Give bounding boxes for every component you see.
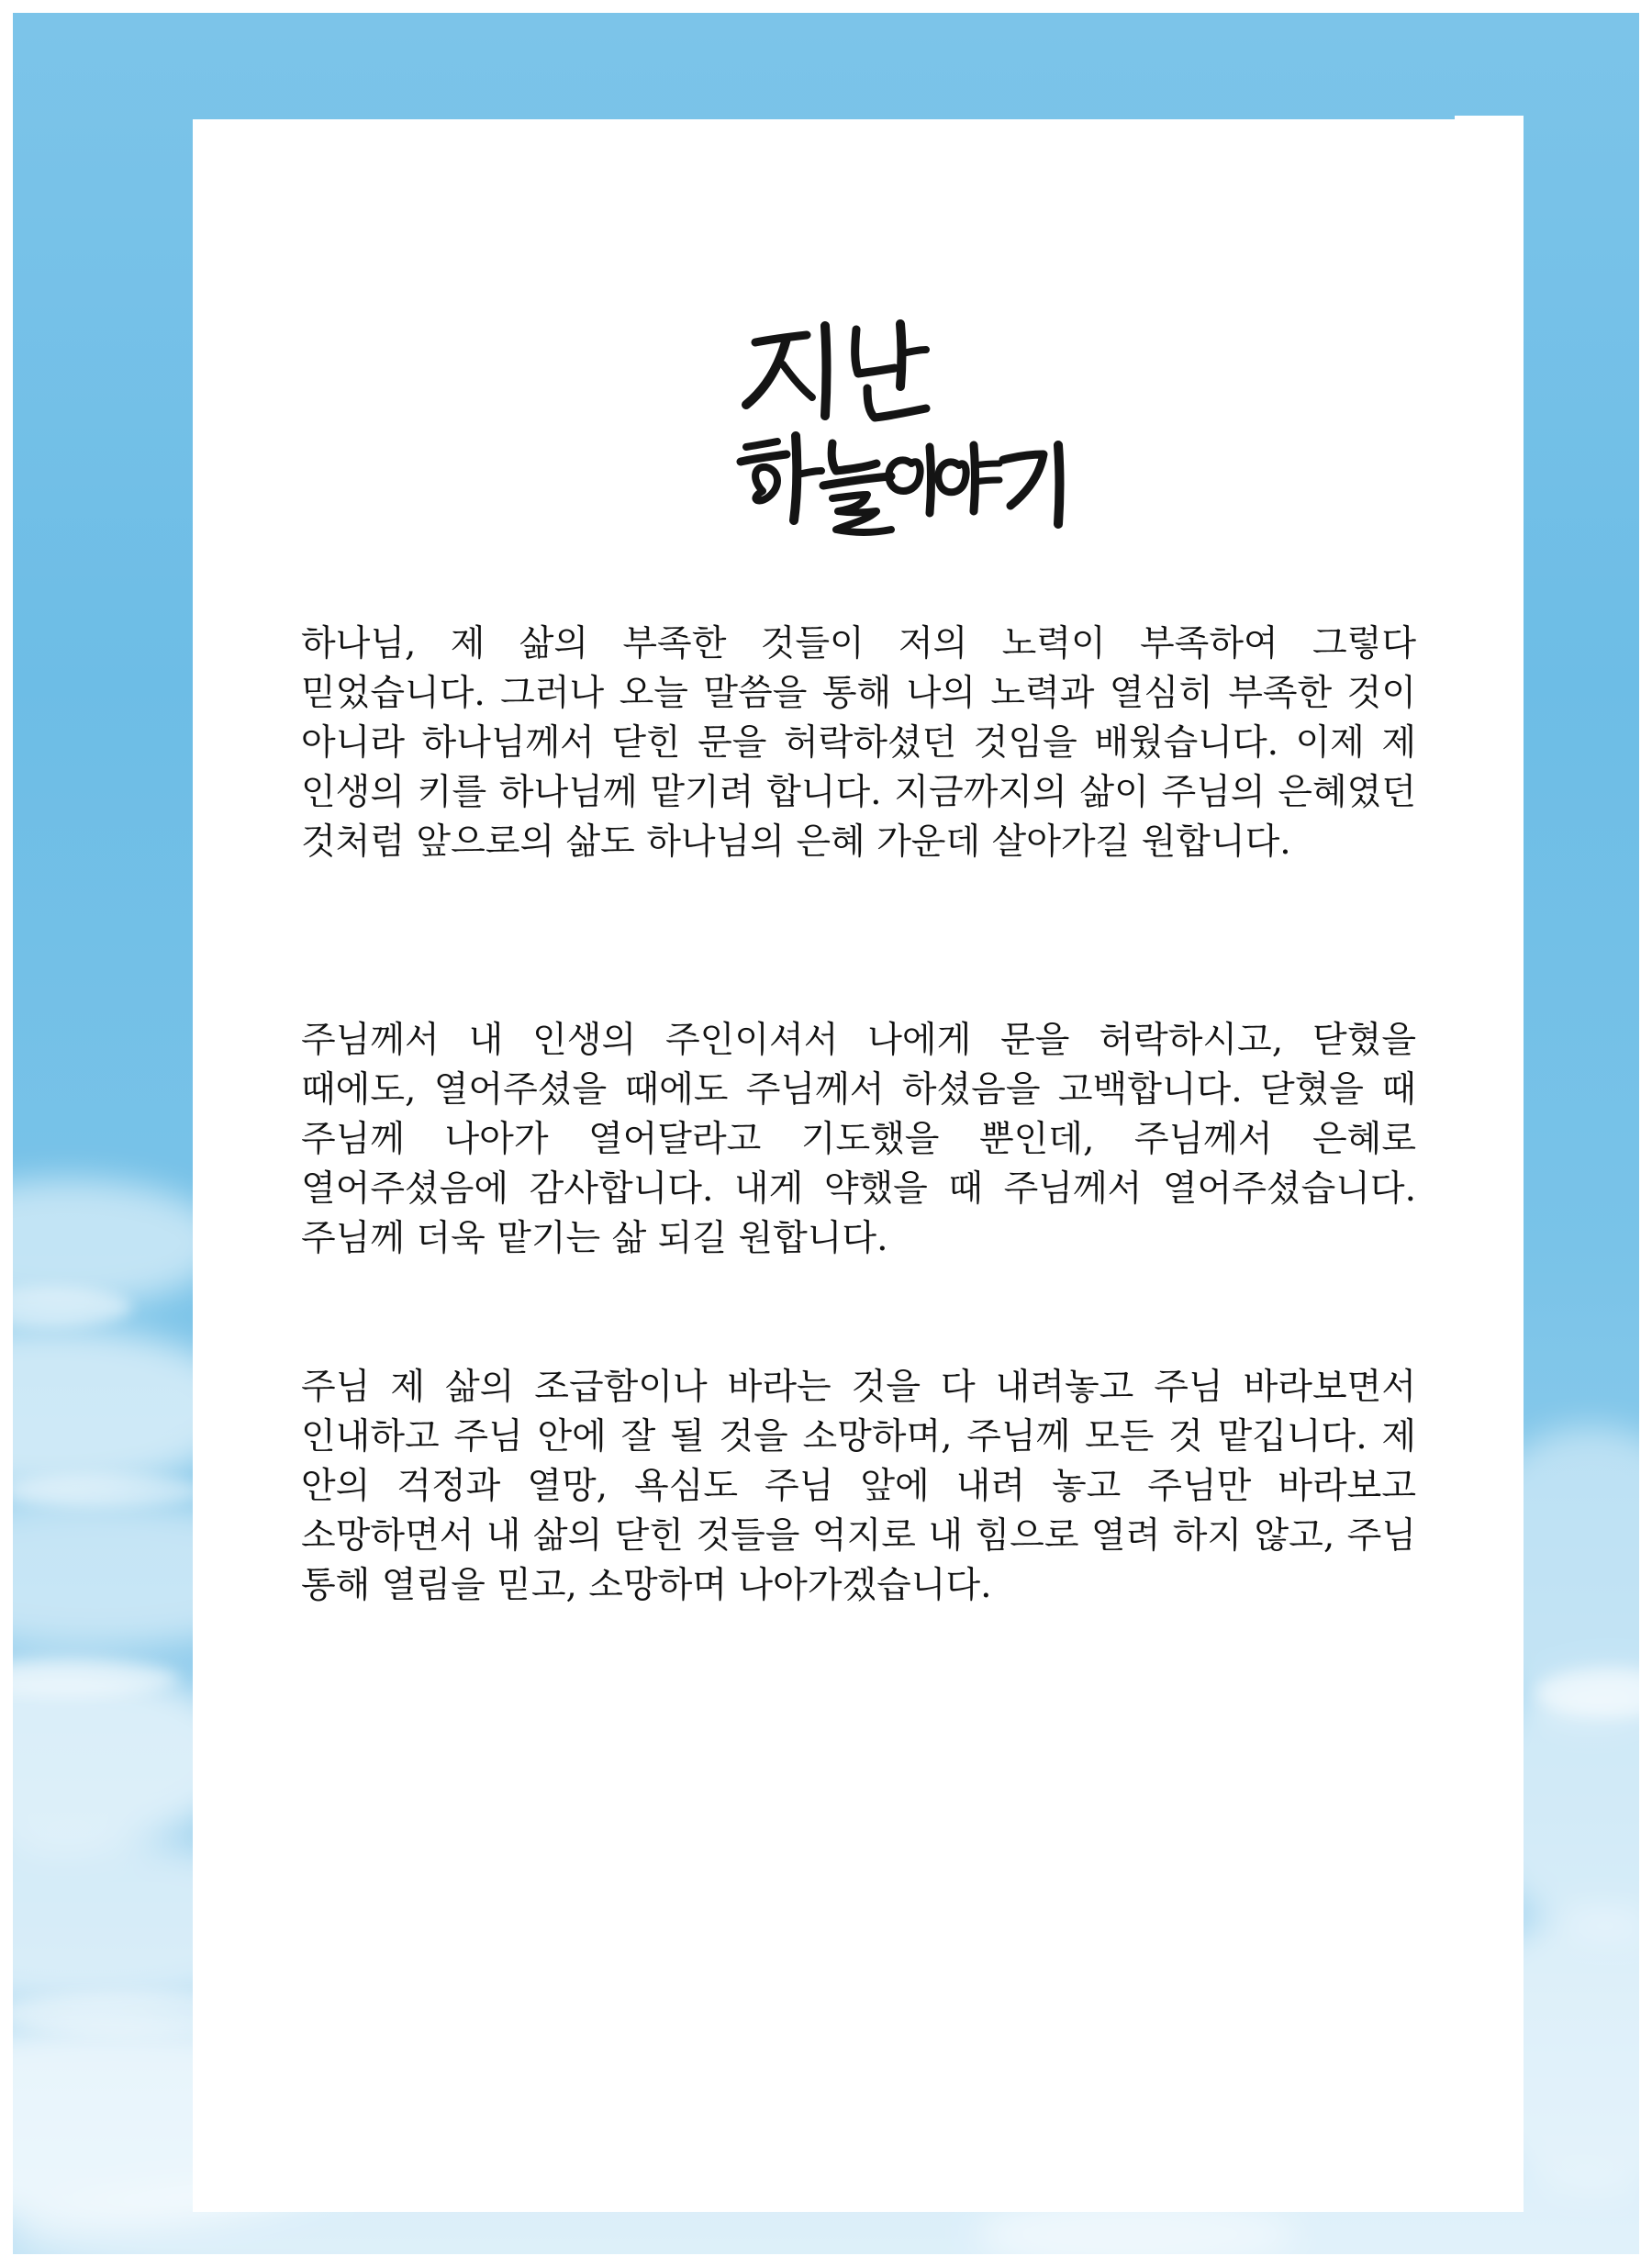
calligraphy-logo [730, 317, 1069, 546]
page-edge [1455, 116, 1524, 121]
prayer-paragraph-2: 주님께서 내 인생의 주인이셔서 나에게 문을 허락하시고, 닫혔을 때에도, 열어주셨을 때에도 주님께서 하셨음을 고백합니다. 닫혔을 때 주님께 나아가 열어달라고 기도했을 뿐인데, 주님께서 은혜로 열어주셨음에 감사합니다. 내게 약했을 때 주님께서 열어주셨습니다. 주님께 더욱 맡기는 삶 되길 원합니다. [301, 1020, 1416, 1259]
prayer-paragraph-1: 하나님, 제 삶의 부족한 것들이 저의 노력이 부족하여 그렇다 믿었습니다. 그러나 오늘 말씀을 통해 나의 노력과 열심히 부족한 것이 아니라 하나님께서 닫힌 문을 허락하셨던 것임을 배웠습니다. 이제 제 인생의 키를 하나님께 맡기려 합니다. 지금까지의 삶이 주님의 은혜였던 것처럼 앞으로의 삶도 하나님의 은혜 가운데 살아가길 원합니다. [301, 623, 1416, 863]
prayer-paragraph-3: 주님 제 삶의 조급함이나 바라는 것을 다 내려놓고 주님 바라보면서 인내하고 주님 안에 잘 될 것을 소망하며, 주님께 모든 것 맡깁니다. 제 안의 걱정과 열망, 욕심도 주님 앞에 내려 놓고 주님만 바라보고 소망하면서 내 삶의 닫힌 것들을 억지로 내 힘으로 열려 하지 않고, 주님 통해 열림을 믿고, 소망하며 나아가겠습니다. [301, 1367, 1416, 1606]
calligraphy-logo-icon [730, 317, 1069, 546]
